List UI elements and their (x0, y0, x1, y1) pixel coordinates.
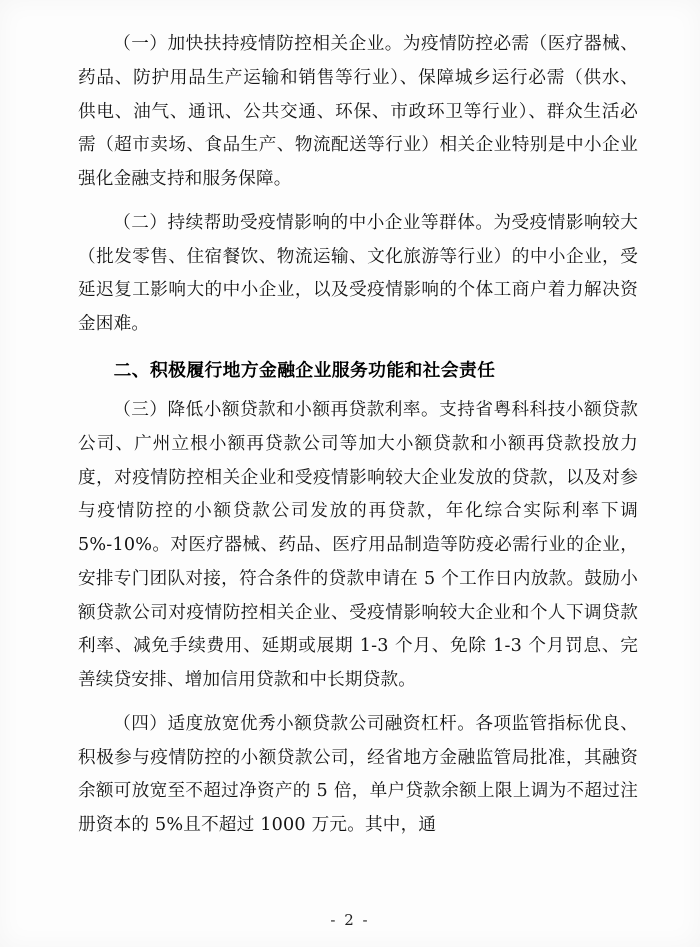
paragraph-4: （四）适度放宽优秀小额贷款公司融资杠杆。各项监管指标优良、积极参与疫情防控的小额贷款公司，经省地方金融监管局批准，其融资余额可放宽至不超过净资产的 5 倍，单户贷款余额上限上调为不超过注册资本的 5%且不超过 1000 万元。其中，通 (78, 713, 638, 836)
section-heading-2: 二、积极履行地方金融企业服务功能和社会责任 (113, 359, 496, 381)
paragraph-3: （三）降低小额贷款和小额再贷款利率。支持省粤科科技小额贷款公司、广州立根小额再贷款公司等加大小额贷款和小额再贷款投放力度，对疫情防控相关企业和受疫情影响较大企业发放的贷款，以及对参与疫情防控的小额贷款公司发放的再贷款，年化综合实际利率下调 5%-10%。对医疗器械、药品、医疗用品制造等防疫必需行业的企业，安排专门团队对接，符合条件的贷款申请在 5 个工作日内放款。鼓励小额贷款公司对疫情防控相关企业、受疫情影响较大企业和个人下调贷款利率、减免手续费用、延期或展期 1-3 个月、免除 1-3 个月罚息、完善续贷安排、增加信用贷款和中长期贷款。 (78, 400, 638, 691)
paragraph-2: （二）持续帮助受疫情影响的中小企业等群体。为受疫情影响较大（批发零售、住宿餐饮、物流运输、文化旅游等行业）的中小企业，受延迟复工影响大的中小企业，以及受疫情影响的个体工商户着力解决资金困难。 (78, 212, 638, 335)
paragraph-1: （一）加快扶持疫情防控相关企业。为疫情防控必需（医疗器械、药品、防护用品生产运输和销售等行业）、保障城乡运行必需（供水、供电、油气、通讯、公共交通、环保、市政环卫等行业）、群众生活必需（超市卖场、食品生产、物流配送等行业）相关企业特别是中小企业强化金融支持和服务保障。 (78, 34, 638, 190)
page-number: - 2 - (330, 911, 370, 929)
document-body (78, 28, 638, 843)
